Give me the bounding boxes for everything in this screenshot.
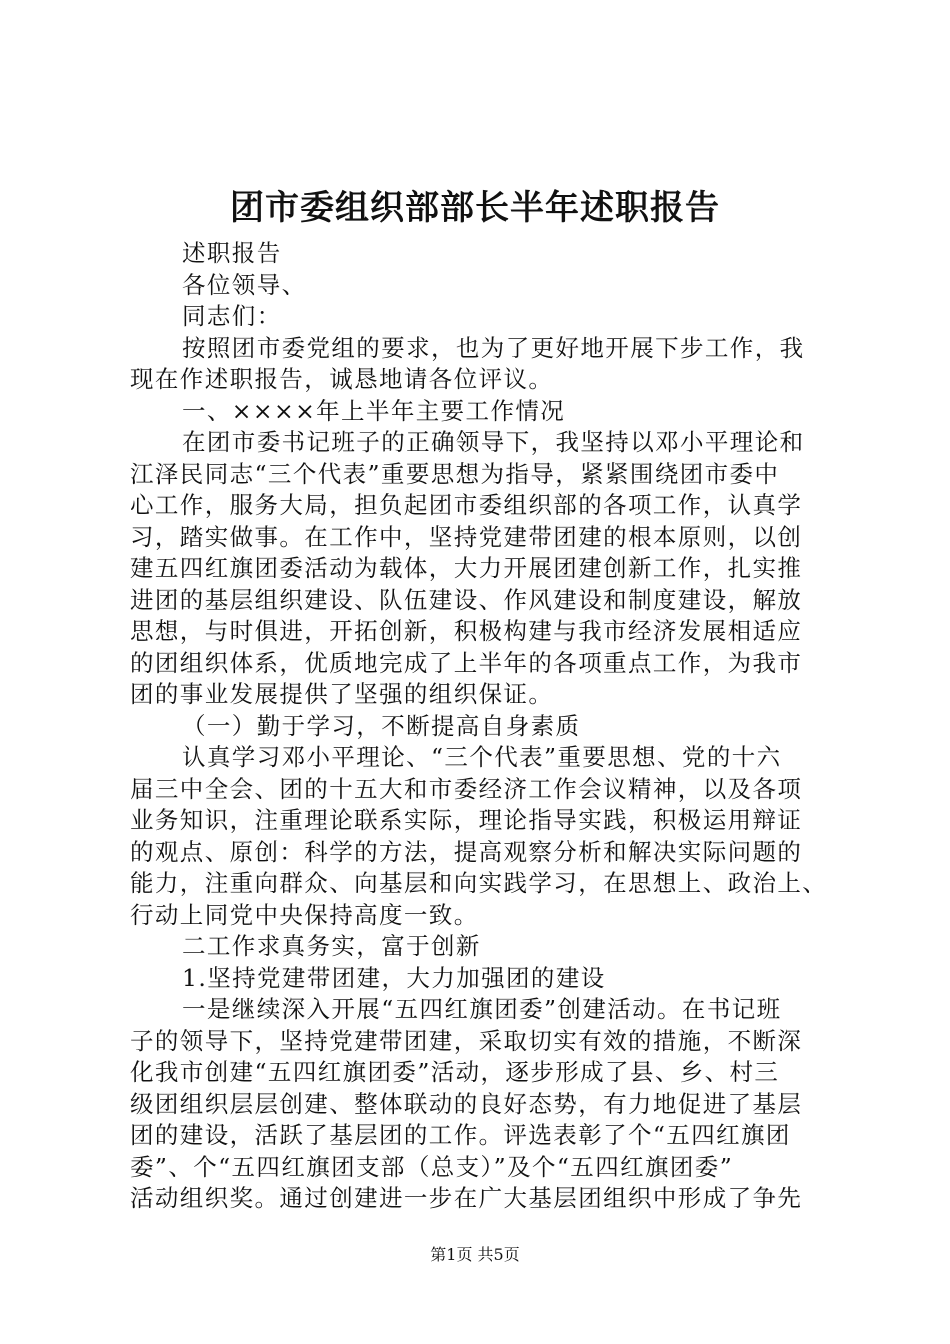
text-line: 在团市委书记班子的正确领导下，我坚持以邓小平理论和 xyxy=(182,428,805,456)
text-line: 现在作述职报告，诚恳地请各位评议。 xyxy=(130,365,554,393)
page-footer: 第1页 共5页 xyxy=(430,1245,520,1264)
text-line: 1.坚持党建带团建，大力加强团的建设 xyxy=(182,963,606,992)
text-line: 述职报告 xyxy=(182,239,282,267)
text-line: 子的领导下，坚持党建带团建，采取切实有效的措施，不断深 xyxy=(130,1026,803,1055)
text-line: 心工作，服务大局，担负起团市委组织部的各项工作，认真学 xyxy=(130,491,803,519)
text-line: 团的事业发展提供了坚强的组织保证。 xyxy=(130,680,554,708)
document-body xyxy=(130,238,830,1215)
text-line: （一）勤于学习，不断提高自身素质 xyxy=(182,711,581,740)
text-line: 活动组织奖。通过创建进一步在广大基层团组织中形成了争先 xyxy=(130,1184,803,1212)
text-line: 委”、个“五四红旗团支部（总支）”及个“五四红旗团委” xyxy=(130,1152,734,1181)
text-line: 认真学习邓小平理论、“三个代表”重要思想、党的十六 xyxy=(182,743,782,771)
text-line: 一、××××年上半年主要工作情况 xyxy=(182,396,566,425)
document-title: 团市委组织部部长半年述职报告 xyxy=(230,188,720,228)
text-line: 一是继续深入开展“五四红旗团委”创建活动。在书记班 xyxy=(182,995,782,1023)
text-line: 各位领导、 xyxy=(182,270,307,299)
text-line: 思想，与时俱进，开拓创新，积极构建与我市经济发展相适应 xyxy=(130,617,803,645)
text-line: 团的建设，活跃了基层团的工作。评选表彰了个“五四红旗团 xyxy=(130,1121,791,1149)
text-line: 业务知识，注重理论联系实际，理论指导实践，积极运用辩证 xyxy=(130,806,803,834)
text-line: 二工作求真务实，富于创新 xyxy=(182,932,481,960)
text-line: 届三中全会、团的十五大和市委经济工作会议精神，以及各项 xyxy=(130,774,803,803)
text-line: 能力，注重向群众、向基层和向实践学习，在思想上、政治上、 xyxy=(130,869,828,897)
text-line: 同志们： xyxy=(182,302,282,330)
text-line: 化我市创建“五四红旗团委”活动，逐步形成了县、乡、村三 xyxy=(130,1058,780,1086)
text-line: 进团的基层组织建设、队伍建设、作风建设和制度建设，解放 xyxy=(130,585,803,614)
text-line: 习，踏实做事。在工作中，坚持党建带团建的根本原则，以创 xyxy=(130,522,803,551)
text-line: 的观点、原创：科学的方法，提高观察分析和解决实际问题的 xyxy=(130,837,803,866)
text-line: 按照团市委党组的要求，也为了更好地开展下步工作，我 xyxy=(182,333,805,362)
text-line: 的团组织体系，优质地完成了上半年的各项重点工作，为我市 xyxy=(130,648,803,677)
text-line: 级团组织层层创建、整体联动的良好态势，有力地促进了基层 xyxy=(130,1089,803,1118)
text-line: 江泽民同志“三个代表”重要思想为指导，紧紧围绕团市委中 xyxy=(130,459,780,488)
text-line: 建五四红旗团委活动为载体，大力开展团建创新工作，扎实推 xyxy=(130,554,803,582)
text-line: 行动上同党中央保持高度一致。 xyxy=(130,900,479,929)
